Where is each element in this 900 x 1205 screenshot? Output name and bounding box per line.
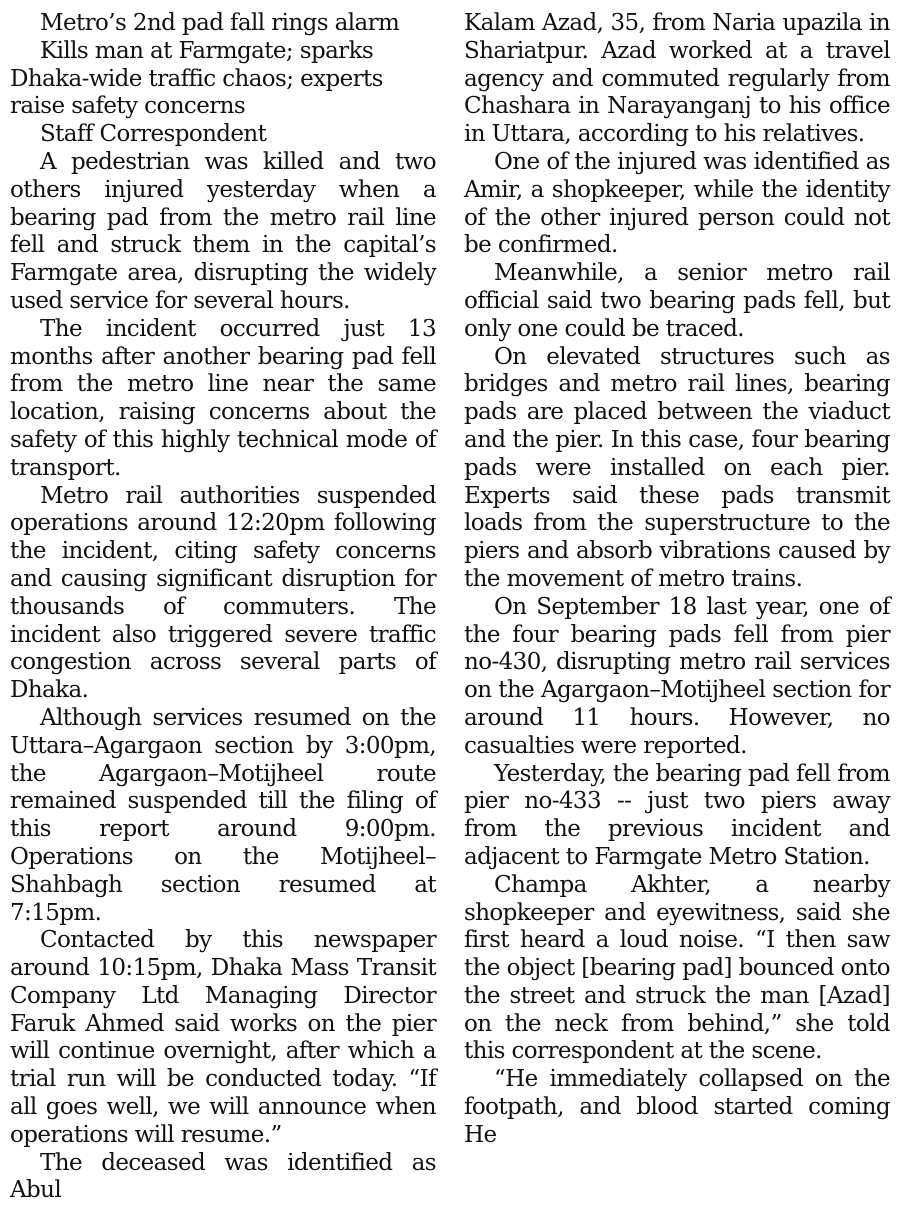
body-paragraph-continued: Kalam Azad, 35, from Naria upazila in Shariatpur. Azad worked at a travel agency and commuted regularly from Chashara in Narayanganj to his office in Uttara, according to his relatives. [464,10,890,148]
body-paragraph: Meanwhile, a senior metro rail official said two bearing pads fell, but only one could be traced. [464,260,890,342]
headline: Metro’s 2nd pad fall rings alarm [40,10,400,36]
body-paragraph: On September 18 last year, one of the four bearing pads fell from pier no-430, disrupting metro rail services on the Agargaon–Motijheel section for around 11 hours. However, no casualties were reported. [464,593,890,759]
body-paragraph: The deceased was identified as Abul [10,1149,436,1204]
article-column-right [464,10,890,1150]
article-column-left [10,10,436,1205]
body-paragraph: On elevated structures such as bridges and metro rail lines, bearing pads are placed between the viaduct and the pier. In this case, four bearing pads were installed on each pier. Experts said these pads transmit loads from the superstructure to the piers and absorb vibrations caused by the movement of metro trains. [464,343,890,592]
body-paragraph: Champa Akhter, a nearby shopkeeper and eyewitness, said she first heard a loud noise. “I then saw the object [bearing pad] bounced onto the street and struck the man [Azad] on the neck from behind,” she told this correspondent at the scene. [464,871,890,1065]
body-paragraph: “He immediately collapsed on the footpath, and blood started coming He [464,1066,890,1148]
body-paragraph: Metro rail authorities suspended operations around 12:20pm following the incident, citing safety concerns and causing significant disruption for thousands of commuters. The incident also triggered severe traffic congestion across several parts of Dhaka. [10,482,436,704]
deck: Kills man at Farmgate; sparks Dhaka-wide traffic chaos; experts raise safety concerns [10,37,383,120]
body-paragraph: Contacted by this newspaper around 10:15pm, Dhaka Mass Transit Company Ltd Managing Director Faruk Ahmed said works on the pier will continue overnight, after which a trial run will be conducted today. “If all goes well, we will announce when operations will resume.” [10,927,436,1148]
byline: Staff Correspondent [40,121,267,148]
body-paragraph: One of the injured was identified as Amir, a shopkeeper, while the identity of the other injured person could not be confirmed. [464,148,890,259]
body-paragraph: Although services resumed on the Uttara–Agargaon section by 3:00pm, the Agargaon–Motijheel route remained suspended till the filing of this report around 9:00pm. Operations on the Motijheel–Shahbagh section resumed at 7:15pm. [10,704,436,926]
body-paragraph: The incident occurred just 13 months after another bearing pad fell from the metro line near the same location, raising concerns about the safety of this highly technical mode of transport. [10,315,436,481]
body-paragraph: Yesterday, the bearing pad fell from pier no-433 -- just two piers away from the previous incident and adjacent to Farmgate Metro Station. [464,760,890,870]
body-paragraph: A pedestrian was killed and two others injured yesterday when a bearing pad from the metro rail line fell and struck them in the capital’s Farmgate area, disrupting the widely used service for several hours. [10,148,436,314]
